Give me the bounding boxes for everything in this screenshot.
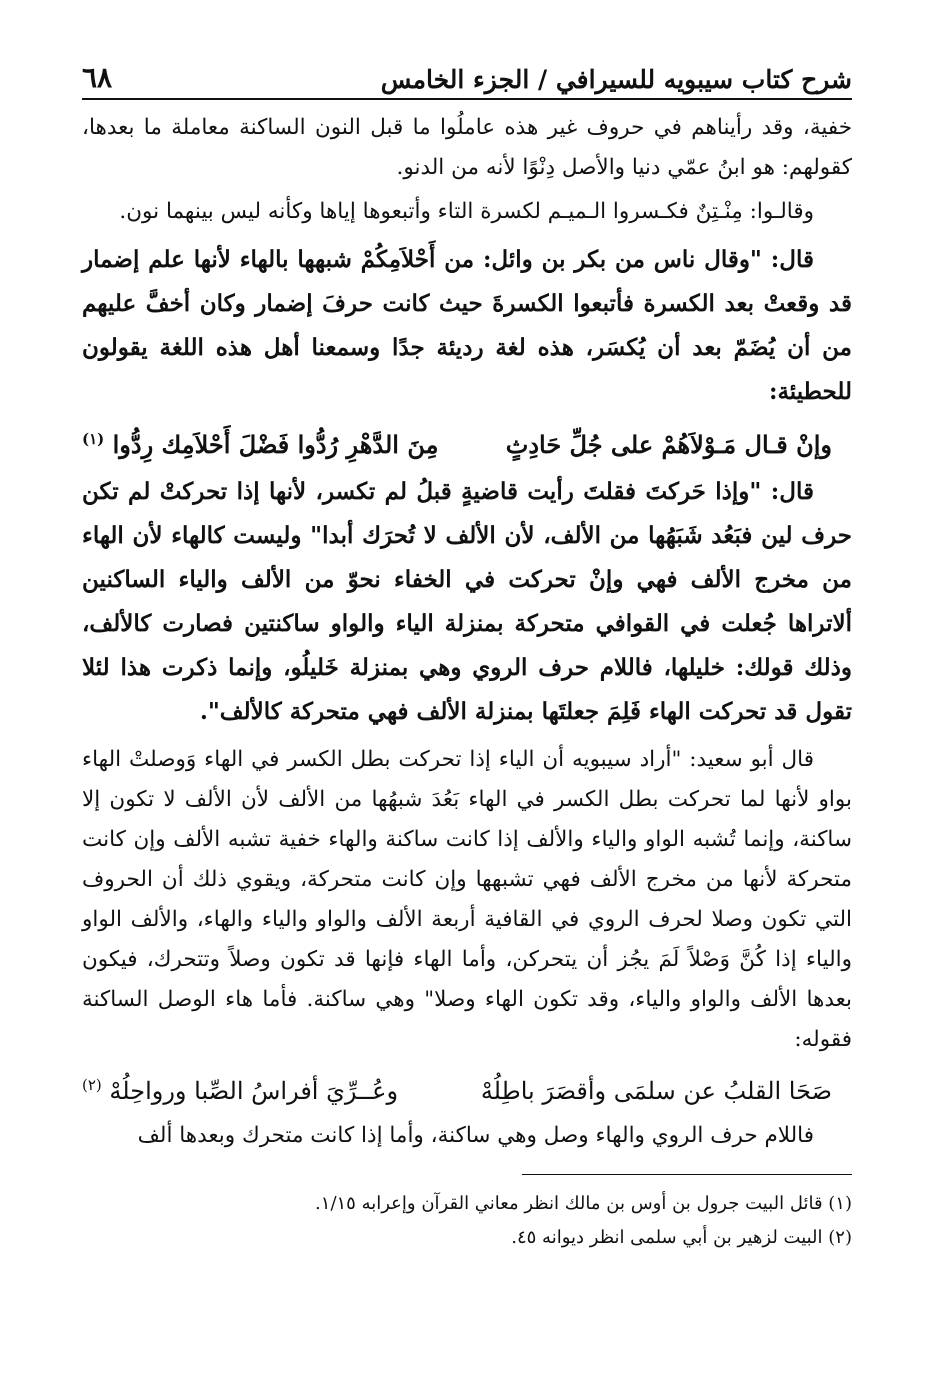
page-number: ٦٨ — [82, 61, 113, 94]
verse-2-second-text: وعُــرِّيَ أفراسُ الصِّبا ورواحِلُهْ — [109, 1077, 399, 1105]
verse-1 — [82, 414, 852, 470]
paragraph-3: قال أبو سعيد: "أراد سيبويه أن الياء إذا تحركت بطل الكسر في الهاء وَوصلتْ الهاء بواو لأنها لما تحركت بطل الكسر في الهاء بَعُدَ شبهُها من الألف لأن الألف لا تكون إلا ساكنة، وإنما تُشبه الواو والياء والألف إذا كانت ساكنة والهاء خفية تشبه الألف وإن كانت متحركة لأنها من مخرج الألف فهي تشبهها وإن كانت متحركة، ويقوي ذلك أن الحروف التي تكون وصلا لحرف الروي في القافية أربعة الألف والواو والياء والهاء، والألف الواو والياء إذا كُنَّ وَصْلاً لَمَ يجُز أن يتحركن، وأما الهاء فإنها قد تكون وصلاً وتتحرك، فيكون بعدها الألف والواو والياء، وقد تكون الهاء وصلا" وهي ساكنة. فأما هاء الوصل الساكنة فقوله: — [82, 747, 852, 1052]
verse-1-second-hemistich — [82, 414, 438, 470]
footnote-ref-1: (١) — [82, 430, 105, 448]
footnote-1: (١) قائل البيت جرول بن أوس بن مالك انظر معاني القرآن وإعرابه ١/١٥. — [315, 1193, 852, 1214]
paragraph-4: فاللام حرف الروي والهاء وصل وهي ساكنة، وأما إذا كانت متحرك وبعدها ألف — [137, 1123, 814, 1148]
verse-2-first-hemistich: صَحَا القلبُ عن سلمَى وأقصَرَ باطِلُهْ — [480, 1077, 832, 1105]
bold-paragraph-2: قال: "وإذا حَركتَ فقلتَ رأيت قاضيةٍ قبلُ لم تكسر، لأنها إذا تحركتْ لم تكن حرف لين فبَعُد شَبَهُها من الألف، لأن الألف لا تُحرَك أبدا" وليست كالهاء لأن الهاء من مخرج الألف فهي وإنْ تحركت في الخفاء نحوّ من الألف والياء الساكنين ألاتراها جُعلت في القوافي متحركة بمنزلة الياء والواو ساكنتين فصارت كالألف، وذلك قولك: خليلها، فاللام حرف الروي وهي بمنزلة خَليلُو، وإنما ذكرت هذا لئلا تقول قد تحركت الهاء فَلِمَ جعلتَها بمنزلة الألف فهي متحركة كالألف". — [82, 478, 852, 725]
footnote-divider — [522, 1174, 852, 1175]
paragraph-1: خفية، وقد رأيناهم في حروف غير هذه عاملُوا ما قبل النون الساكنة معاملة ما بعدها، كقولهم: هو ابنُ عمّي دنيا والأصل دِنْوًا لأنه من الدنو. — [82, 115, 852, 180]
bold-paragraph-1: قال: "وقال ناس من بكر بن وائل: من أَحْلاَمِكُمْ شبهها بالهاء لأنها علم إضمار قد وقعتْ بعد الكسرة فأتبعوا الكسرةَ حيث كانت حرفَ إضمار وكان أخفَّ عليهم من أن يُضَمّ بعد أن يُكسَر، هذه لغة رديئة جدًا وسمعنا أهل هذه اللغة يقولون للحطيئة: — [82, 246, 852, 405]
verse-2 — [82, 1060, 852, 1116]
footnotes — [82, 1187, 852, 1255]
verse-2-second-hemistich — [82, 1060, 398, 1116]
body-text — [82, 108, 852, 1156]
footnote-ref-2: (٢) — [82, 1076, 102, 1094]
verse-1-second-text: مِنَ الدَّهْرِ رُدُّوا فَضْلَ أَحْلاَمِك رِدُّوا — [112, 430, 439, 459]
running-head: شرح كتاب سيبويه للسيرافي / الجزء الخامس — [380, 65, 852, 94]
verse-1-first-hemistich: وإنْ قـال مَـوْلاَهُمْ على جُلِّ حَادِثٍ — [505, 430, 832, 459]
footnote-2: (٢) البيت لزهير بن أبي سلمى انظر ديوانه ٤٥. — [511, 1227, 852, 1248]
page-header — [82, 50, 852, 100]
paragraph-2: وقالـوا: مِنْـتِنٌ فكـسروا الـميـم لكسرة التاء وأتبعوها إياها وكأنه ليس بينهما نون. — [119, 199, 814, 224]
book-page — [82, 50, 852, 1255]
